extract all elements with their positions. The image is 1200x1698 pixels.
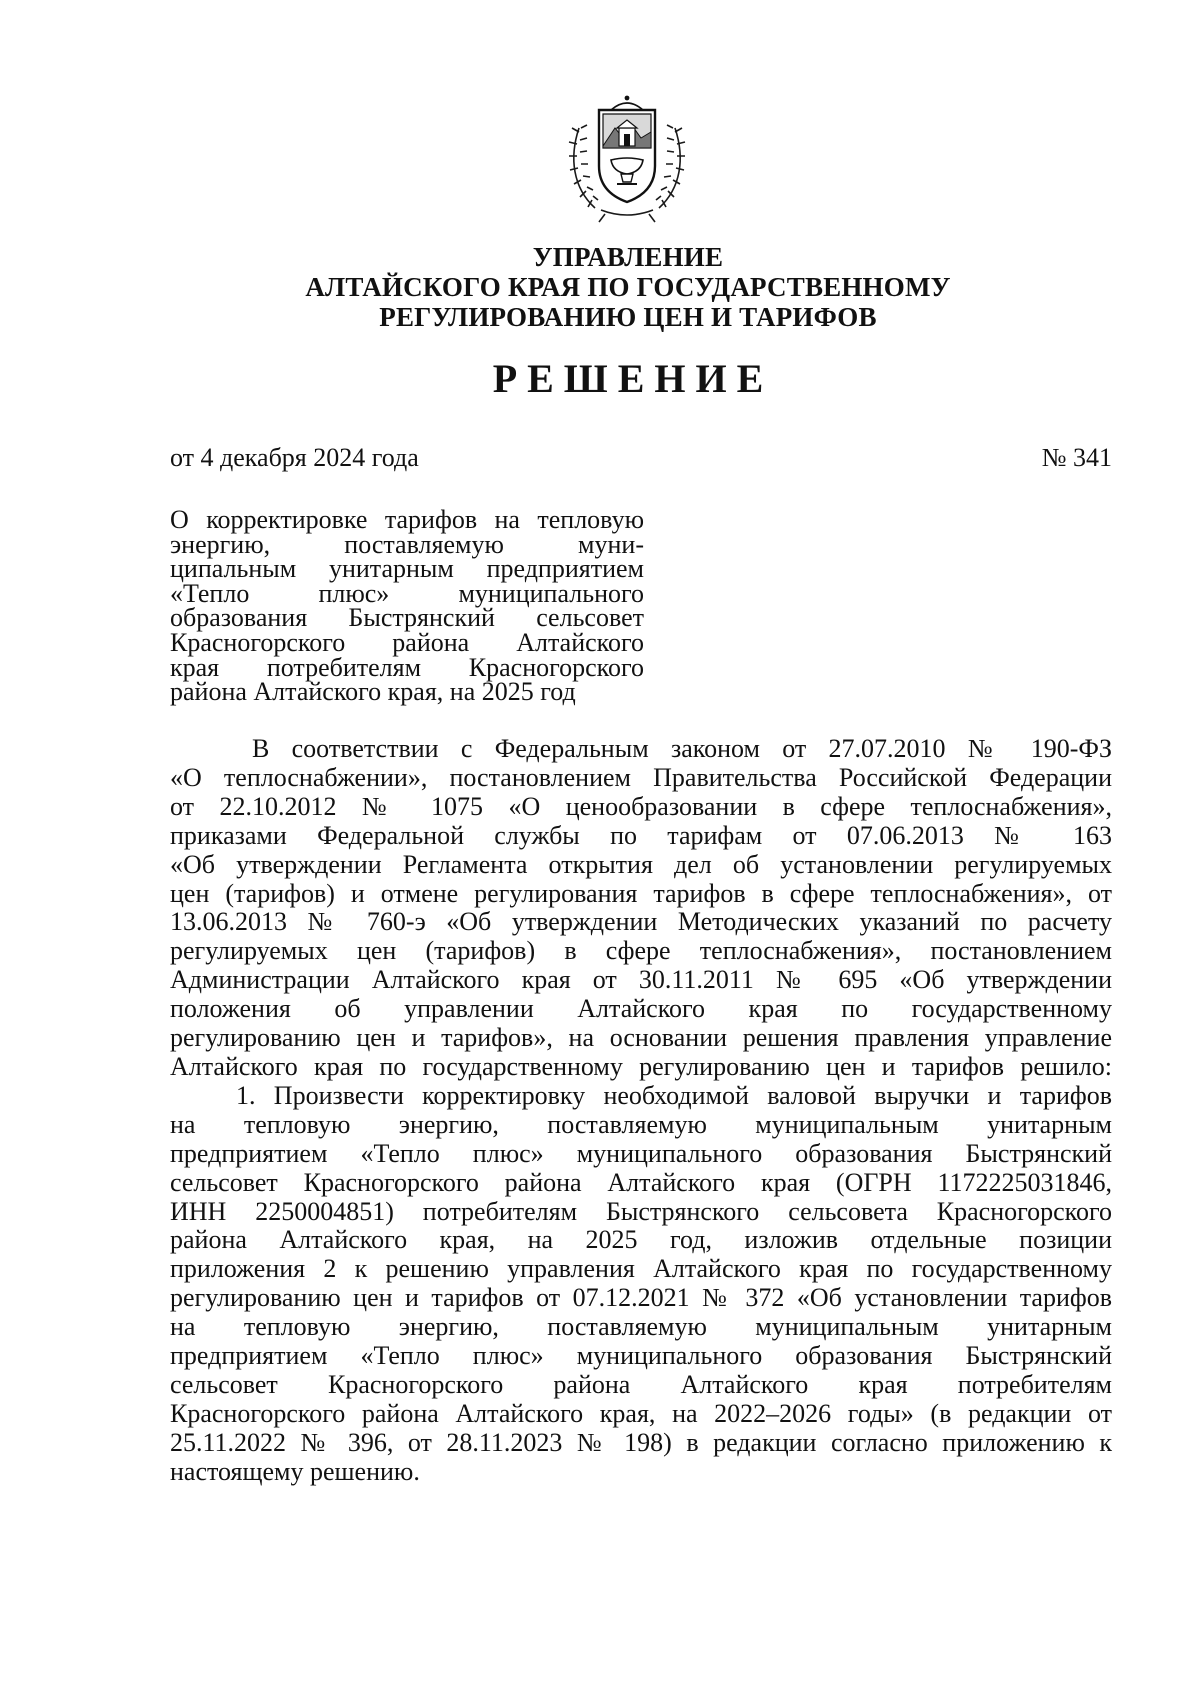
document-type-heading: РЕШЕНИЕ [492, 356, 774, 401]
subject-line: района Алтайского края, на 2025 год [170, 677, 576, 707]
body-line: регулированию цен и тарифов», на основании решения правления управление [170, 1023, 1112, 1053]
body-line: «Об утверждении Регламента открытия дел об установлении регулируемых [170, 849, 1112, 879]
body-line: регулируемых цен (тарифов) в сфере теплоснабжения», постановлением [170, 936, 1112, 966]
body-line: Алтайского края по государственному регулированию цен и тарифов решило: [170, 1051, 1112, 1081]
body-line: от 22.10.2012 № 1075 «О ценообразовании в сфере теплоснабжения», [170, 791, 1112, 821]
body-line: сельсовет Красногорского района Алтайского края потребителям [170, 1369, 1112, 1399]
subject-line: образования Быстрянский сельсовет [170, 603, 644, 633]
body-line: сельсовет Красногорского района Алтайского края (ОГРН 1172225031846, [170, 1167, 1112, 1197]
subject-line: энергию, поставляемую муни- [170, 529, 644, 559]
body-line: регулированию цен и тарифов от 07.12.2021 № 372 «Об установлении тарифов [170, 1283, 1112, 1313]
document-subject [170, 505, 644, 707]
body-line: ИНН 2250004851) потребителям Быстрянского сельсовета Красногорского [170, 1196, 1112, 1226]
body-line: на тепловую энергию, поставляемую муниципальным унитарным [170, 1109, 1112, 1139]
agency-title-line: РЕГУЛИРОВАНИЮ ЦЕН И ТАРИФОВ [379, 302, 877, 332]
body-line: предприятием «Тепло плюс» муниципального образования Быстрянский [170, 1138, 1112, 1168]
body-line: 1. Произвести корректировку необходимой валовой выручки и тарифов [236, 1080, 1112, 1110]
body-line: на тепловую энергию, поставляемую муниципальным унитарным [170, 1312, 1112, 1342]
document-number: № 341 [1041, 443, 1112, 472]
body-line: «О теплоснабжении», постановлением Правительства Российской Федерации [170, 762, 1112, 792]
subject-line: ципальным унитарным предприятием [170, 554, 644, 584]
subject-line: «Тепло плюс» муниципального [170, 578, 644, 608]
agency-title-line: УПРАВЛЕНИЕ [532, 242, 724, 272]
body-line: предприятием «Тепло плюс» муниципального образования Быстрянский [170, 1341, 1112, 1371]
coat-of-arms-icon [565, 88, 689, 224]
body-line: Красногорского района Алтайского края, на 2022–2026 годы» (в редакции от [170, 1398, 1112, 1428]
document-date: от 4 декабря 2024 года [170, 443, 419, 472]
body-line: 13.06.2013 № 760-э «Об утверждении Методических указаний по расчету [170, 907, 1112, 937]
agency-title [200, 242, 1056, 332]
body-line: приказами Федеральной службы по тарифам от 07.06.2013 № 163 [170, 820, 1112, 850]
body-line: положения об управлении Алтайского края по государственному [170, 994, 1112, 1024]
subject-line: Красногорского района Алтайского [170, 627, 644, 657]
body-line: В соответствии с Федеральным законом от 27.07.2010 № 190-ФЗ [252, 734, 1112, 763]
subject-line: О корректировке тарифов на тепловую [170, 505, 644, 534]
subject-line: края потребителям Красногорского [170, 652, 644, 682]
agency-title-line: АЛТАЙСКОГО КРАЯ ПО ГОСУДАРСТВЕННОМУ [305, 272, 951, 302]
body-line: Администрации Алтайского края от 30.11.2011 № 695 «Об утверждении [170, 965, 1112, 995]
body-line: 25.11.2022 № 396, от 28.11.2023 № 198) в редакции согласно приложению к [170, 1427, 1112, 1457]
body-line: района Алтайского края, на 2025 год, изложив отдельные позиции [170, 1225, 1112, 1255]
body-line: приложения 2 к решению управления Алтайского края по государственному [170, 1254, 1112, 1284]
body-line: цен (тарифов) и отмене регулирования тарифов в сфере теплоснабжения», от [170, 878, 1112, 908]
body-line: настоящему решению. [170, 1456, 420, 1486]
document-body [170, 735, 1112, 1487]
